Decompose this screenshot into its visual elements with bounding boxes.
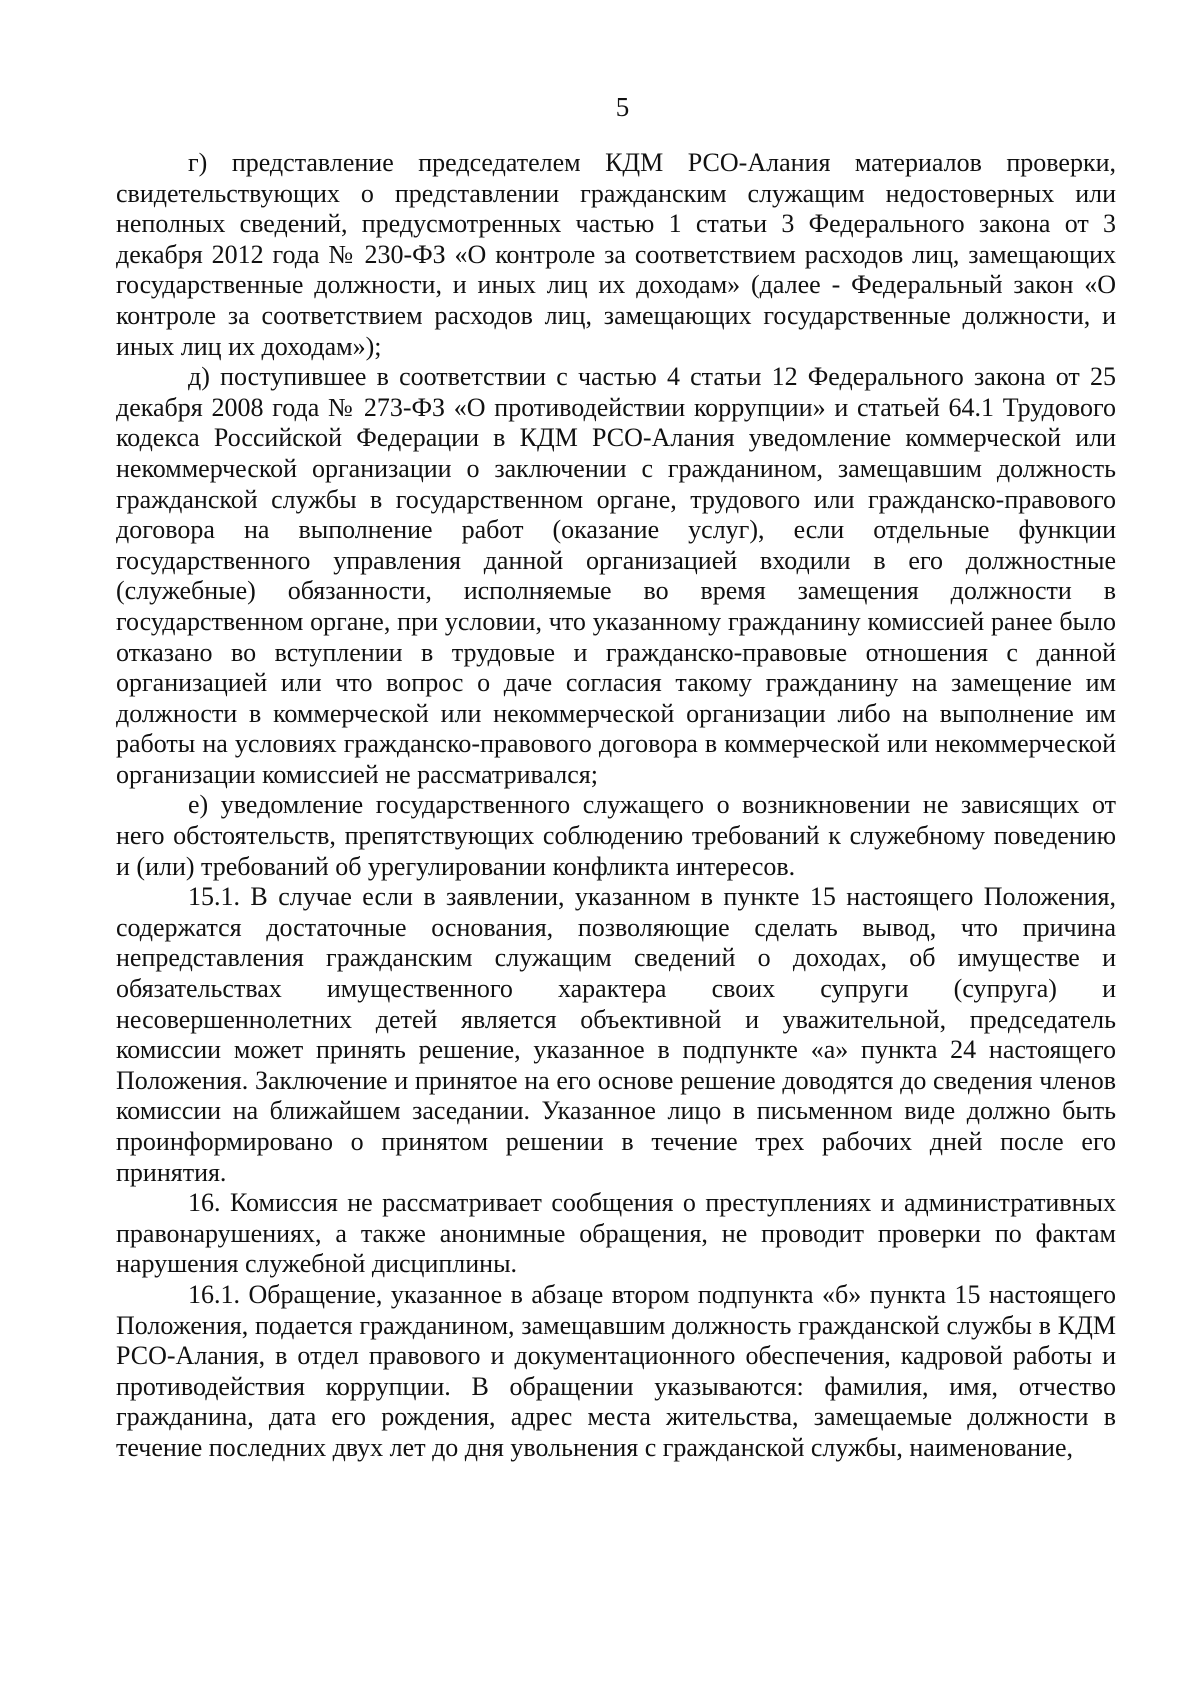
paragraph-15-1: 15.1. В случае если в заявлении, указанном в пункте 15 настоящего Положения, содержатся достаточные основания, позволяющие сделать вывод, что причина непредставления гражданским служащим сведений о доходах, об имуществе и обязательствах имущественного характера своих супруги (супруга) и несовершеннолетних детей является объективной и уважительной, председатель комиссии может принять решение, указанное в подпункте «а» пункта 24 настоящего Положения. Заключение и принятое на его основе решение доводятся до сведения членов комиссии на ближайшем заседании. Указанное лицо в письменном виде должно быть проинформировано о принятом решении в течение трех рабочих дней после его принятия.: [116, 882, 1116, 1187]
document-body: [116, 148, 1116, 1464]
paragraph-d-organization-notice: д) поступившее в соответствии с частью 4 статьи 12 Федерального закона от 25 декабря 2008 года № 273-ФЗ «О противодействии коррупции» и статьей 64.1 Трудового кодекса Российской Федерации в КДМ РСО-Алания уведомление коммерческой или некоммерческой организации о заключении с гражданином, замещавшим должность гражданской службы в государственном органе, трудового или гражданско-правового договора на выполнение работ (оказание услуг), если отдельные функции государственного управления данной организацией входили в его должностные (служебные) обязанности, исполняемые во время замещения должности в государственном органе, при условии, что указанному гражданину комиссией ранее было отказано во вступлении в трудовые и гражданско-правовые отношения с данной организацией или что вопрос о даче согласия такому гражданину на замещение им должности в коммерческой или некоммерческой организации либо на выполнение им работы на условиях гражданско-правового договора в коммерческой или некоммерческой организации комиссией не рассматривался;: [116, 362, 1116, 789]
paragraph-e-employee-notice: е) уведомление государственного служащего о возникновении не зависящих от него обстоятельств, препятствующих соблюдению требований к служебному поведению и (или) требований об урегулировании конфликта интересов.: [116, 790, 1116, 881]
page-number: 5: [615, 92, 630, 122]
paragraph-16-1: 16.1. Обращение, указанное в абзаце втором подпункта «б» пункта 15 настоящего Положения, подается гражданином, замещавшим должность гражданской службы в КДМ РСО-Алания, в отдел правового и документационного обеспечения, кадровой работы и противодействия коррупции. В обращении указываются: фамилия, имя, отчество гражданина, дата его рождения, адрес места жительства, замещаемые должности в течение последних двух лет до дня увольнения с гражданской службы, наименование,: [116, 1279, 1116, 1462]
paragraph-g-kdm-materials: г) представление председателем КДМ РСО-Алания материалов проверки, свидетельствующих о представлении гражданским служащим недостоверных или неполных сведений, предусмотренных частью 1 статьи 3 Федерального закона от 3 декабря 2012 года № 230-ФЗ «О контроле за соответствием расходов лиц, замещающих государственные должности, и иных лиц их доходам» (далее - Федеральный закон «О контроле за соответствием расходов лиц, замещающих государственные должности, и иных лиц их доходам»);: [116, 148, 1116, 361]
paragraph-16: 16. Комиссия не рассматривает сообщения о преступлениях и административных правонарушениях, а также анонимные обращения, не проводит проверки по фактам нарушения служебной дисциплины.: [116, 1188, 1116, 1279]
